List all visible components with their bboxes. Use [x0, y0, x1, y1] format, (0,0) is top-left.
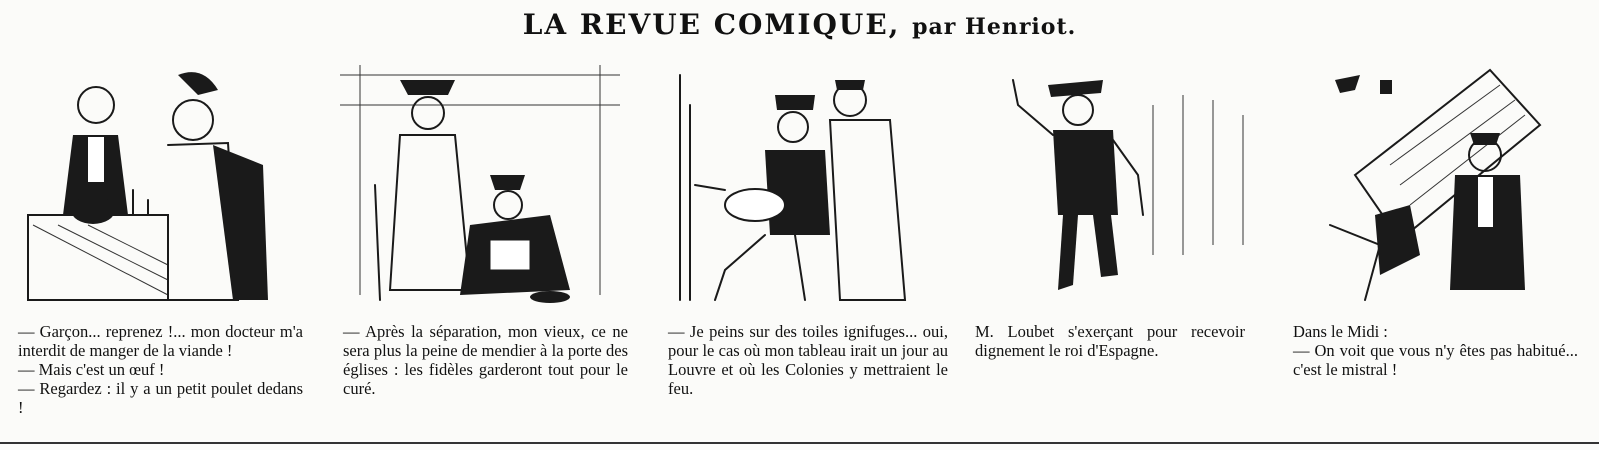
mistral-drawing — [1310, 65, 1590, 305]
title-text: LA REVUE COMIQUE, — [522, 8, 901, 41]
beggars-drawing — [340, 65, 620, 305]
panel-2-caption: — Après la séparation, mon vieux, ce ne sera plus la peine de mendier à la porte des églises : les fidèles garderont tout pour le curé. — [343, 322, 628, 398]
panel-5-caption: Dans le Midi : — On voit que vous n'y êtes pas habitué... c'est le mistral ! — [1293, 322, 1578, 379]
panel-5-illustration — [1310, 65, 1599, 305]
panel-3-illustration — [665, 65, 965, 305]
loubet-drawing — [993, 65, 1273, 305]
panel-4-caption: M. Loubet s'exerçant pour recevoir dignement le roi d'Espagne. — [975, 322, 1245, 360]
page-title — [0, 8, 1599, 41]
panel-1-illustration — [18, 65, 318, 305]
painter-drawing — [665, 65, 945, 305]
panel-1-caption: — Garçon... reprenez !... mon docteur m'a interdit de manger de la viande ! — Mais c'est un œuf ! — Regardez : il y a un petit poulet dedans ! — [18, 322, 303, 417]
panel-3-caption: — Je peins sur des toiles ignifuges... oui, pour le cas où mon tableau irait un jour au Louvre et où les Colonies y mettraient le feu. — [668, 322, 948, 398]
byline: par Henriot. — [912, 14, 1077, 40]
panel-2-illustration — [340, 65, 640, 305]
waiter-diner-drawing — [18, 65, 298, 305]
bottom-rule — [0, 442, 1599, 444]
panel-4-illustration — [993, 65, 1293, 305]
